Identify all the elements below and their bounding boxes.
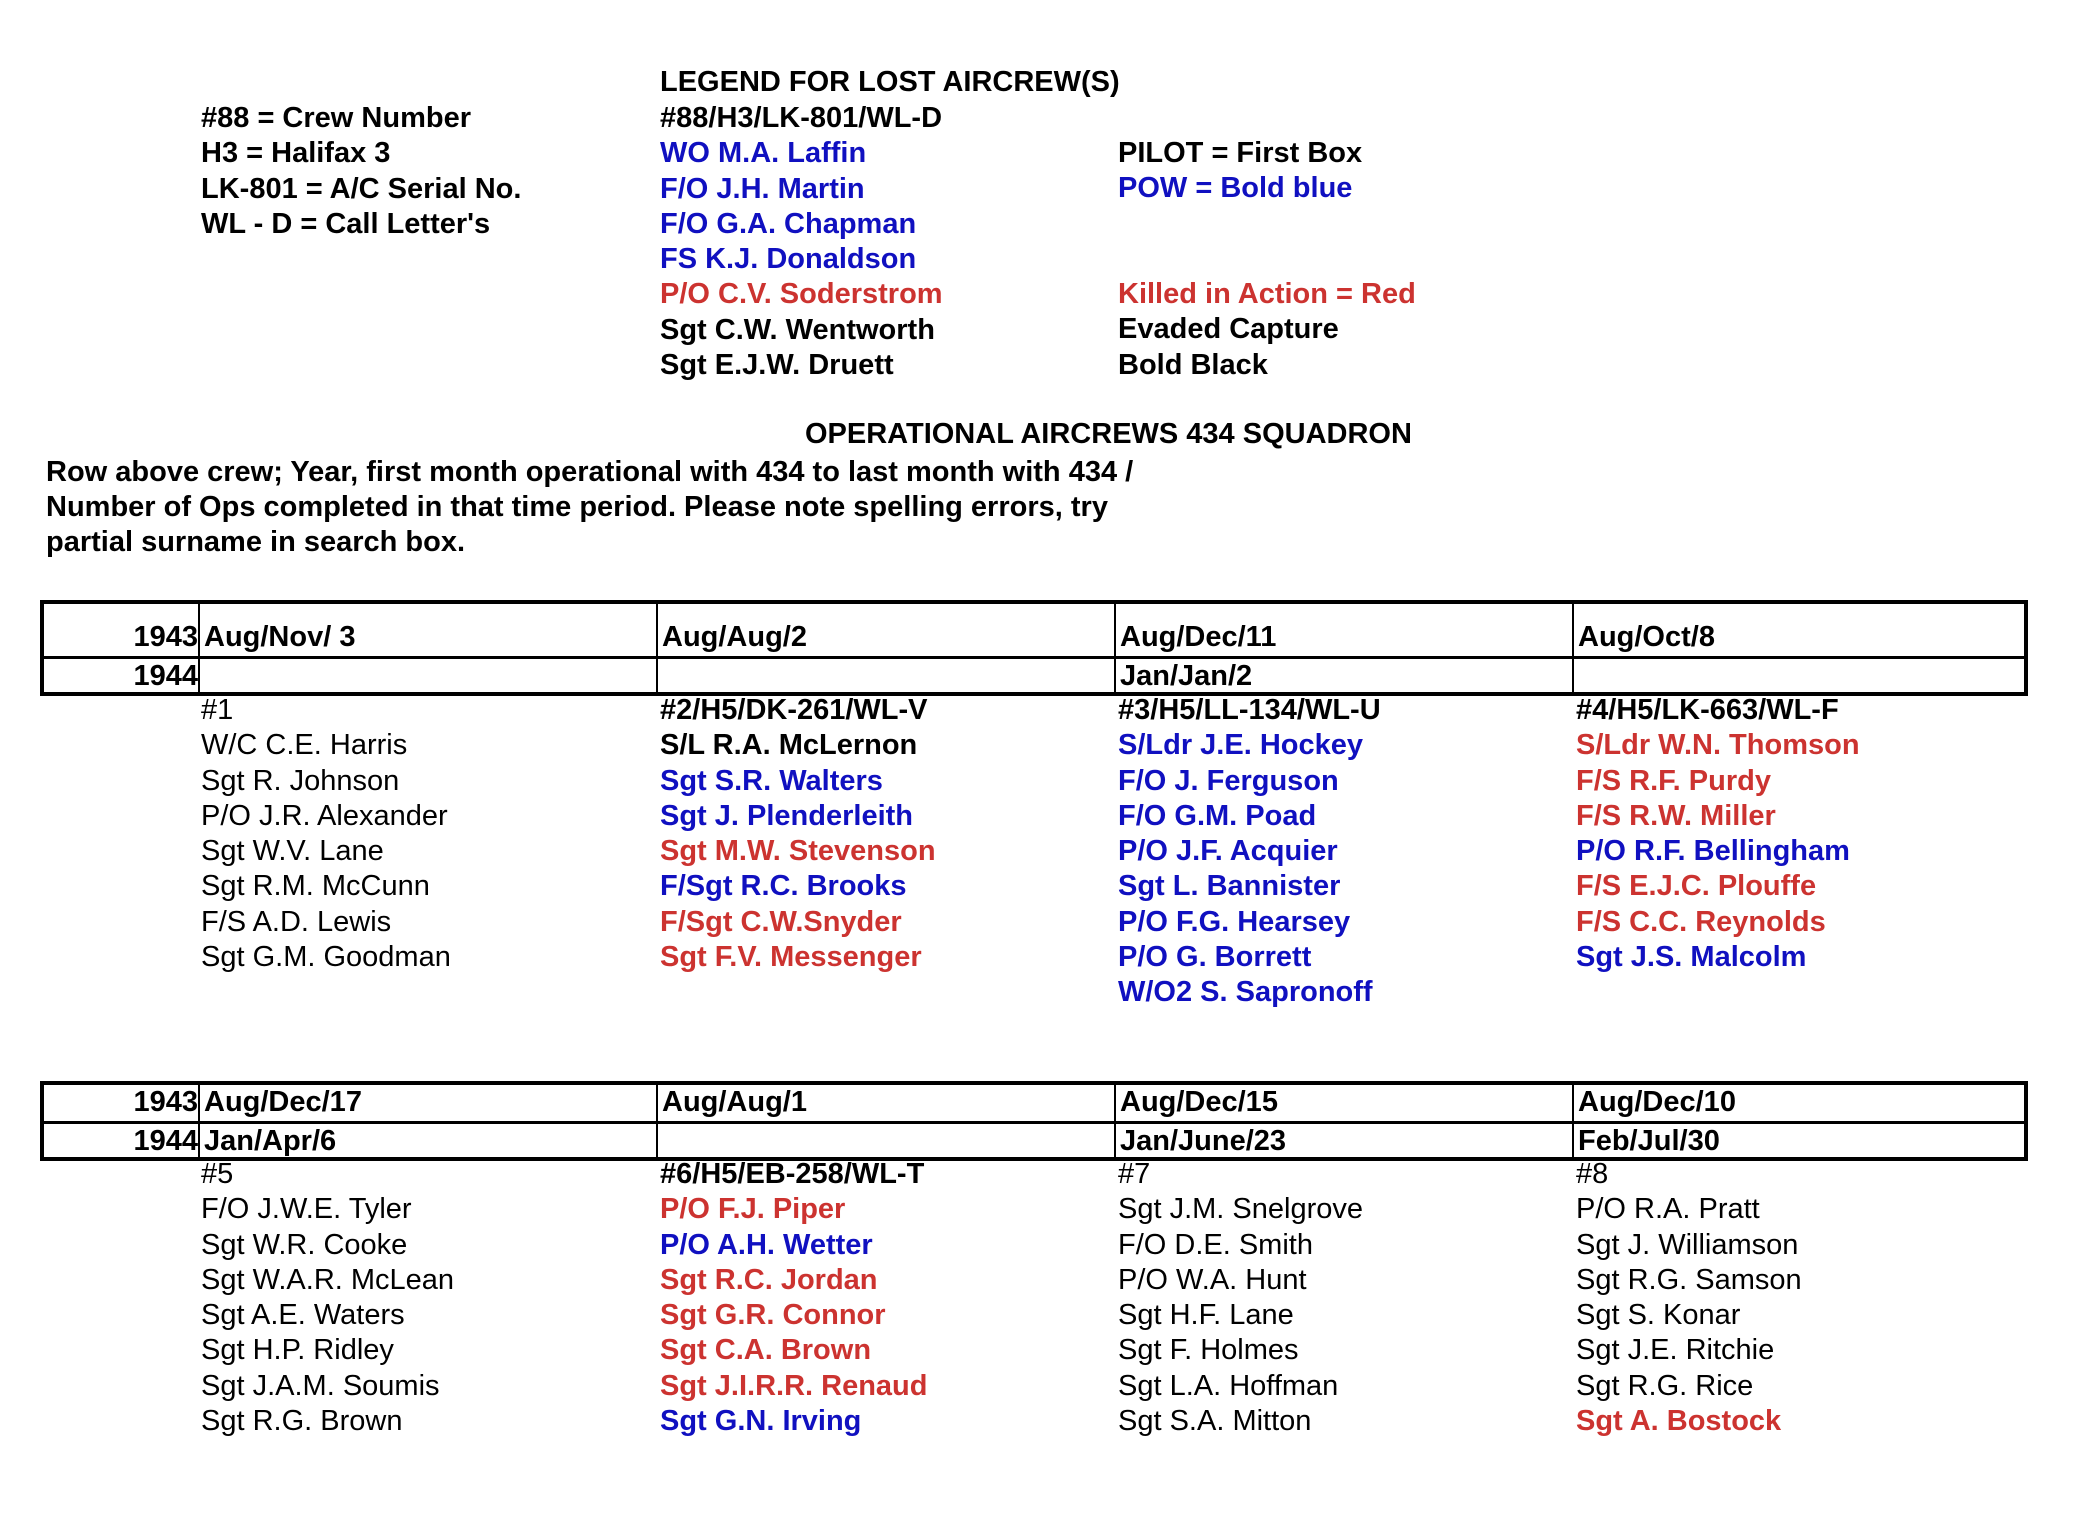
crew-member: Sgt G.N. Irving [660, 1405, 862, 1438]
period-cell: Aug/Dec/10 [1578, 1086, 1736, 1118]
crew-member: Sgt R. Johnson [201, 764, 400, 797]
legend-example-member: FS K.J. Donaldson [660, 243, 917, 276]
legend-notes [1118, 136, 1416, 383]
crew-member: Sgt L.A. Hoffman [1118, 1369, 1339, 1402]
crew-member: Sgt A. Bostock [1576, 1405, 1782, 1438]
period-cell: Aug/Dec/11 [1120, 621, 1277, 653]
header-row [44, 1085, 2024, 1120]
year-cell: 1944 [133, 660, 198, 692]
crew-member: P/O J.F. Acquier [1118, 835, 1338, 868]
crew-member: P/O R.A. Pratt [1576, 1193, 1760, 1226]
crew-member: Sgt J.M. Snelgrove [1118, 1193, 1363, 1226]
crew-list [201, 693, 451, 975]
crew-member: Sgt R.G. Brown [201, 1405, 403, 1438]
header-row [44, 620, 2024, 655]
crew-member: Sgt J. Williamson [1576, 1228, 1799, 1261]
period-cell: Aug/Dec/17 [204, 1086, 362, 1118]
period-cell: Jan/Jan/2 [1120, 660, 1253, 692]
header-row [44, 656, 2024, 694]
crew-member: Sgt R.G. Rice [1576, 1369, 1754, 1402]
legend-keys [201, 101, 521, 242]
crew-member: F/O J. Ferguson [1118, 764, 1339, 797]
legend-example-member: P/O C.V. Soderstrom [660, 278, 943, 311]
legend-pilot-note: PILOT = First Box [1118, 137, 1363, 169]
crew-member: F/S C.C. Reynolds [1576, 905, 1826, 938]
crew-member: F/S A.D. Lewis [201, 905, 392, 938]
period-cell: Aug/Dec/15 [1120, 1086, 1278, 1118]
crew-table-header [40, 600, 2028, 696]
legend-evaded-note: Evaded Capture [1118, 313, 1339, 346]
crew-member: Sgt S.A. Mitton [1118, 1405, 1312, 1438]
legend-key: WL - D = Call Letter's [201, 207, 491, 240]
period-cell: Aug/Nov/ 3 [204, 621, 356, 653]
crew-member: P/O W.A. Hunt [1118, 1263, 1307, 1296]
crew-member: P/O A.H. Wetter [660, 1228, 873, 1261]
period-cell: Aug/Aug/1 [662, 1086, 807, 1118]
legend-example [660, 101, 943, 383]
crew-member: W/O2 S. Sapronoff [1118, 976, 1373, 1009]
period-cell: Aug/Oct/8 [1578, 621, 1715, 653]
crew-member: S/Ldr J.E. Hockey [1118, 729, 1363, 762]
crew-member: Sgt J. Plenderleith [660, 799, 913, 832]
header-row [44, 1121, 2024, 1159]
year-cell: 1943 [133, 1086, 198, 1118]
crew-list [660, 1157, 927, 1439]
crew-member: Sgt H.F. Lane [1118, 1299, 1294, 1332]
crew-id: #4/H5/LK-663/WL-F [1576, 694, 1839, 726]
legend-kia-note: Killed in Action = Red [1118, 278, 1416, 311]
crew-member: Sgt W.R. Cooke [201, 1228, 408, 1261]
legend-evaded-note: Bold Black [1118, 348, 1268, 381]
crew-id: #8 [1576, 1158, 1609, 1190]
legend-example-member: F/O G.A. Chapman [660, 207, 917, 240]
crew-member: S/Ldr W.N. Thomson [1576, 729, 1860, 762]
legend-spacer [1118, 207, 1416, 242]
crew-member: F/Sgt C.W.Snyder [660, 905, 902, 938]
crew-member: P/O F.J. Piper [660, 1193, 846, 1226]
legend-key: H3 = Halifax 3 [201, 137, 391, 170]
crew-member: F/S R.W. Miller [1576, 799, 1776, 832]
period-cell: Jan/June/23 [1120, 1125, 1287, 1157]
crew-list [201, 1157, 454, 1439]
crew-member: F/O G.M. Poad [1118, 799, 1317, 832]
crew-member: F/S R.F. Purdy [1576, 764, 1771, 797]
crew-member: Sgt W.A.R. McLean [201, 1263, 455, 1296]
crew-list [1576, 693, 1860, 975]
crew-table-header [40, 1081, 2028, 1161]
crew-member: P/O R.F. Bellingham [1576, 835, 1850, 868]
crew-list [1118, 693, 1381, 1011]
crew-member: F/S E.J.C. Plouffe [1576, 870, 1817, 903]
year-cell: 1943 [133, 621, 198, 653]
legend-key: #88 = Crew Number [201, 102, 471, 134]
intro-text: Row above crew; Year, first month operational with 434 to last month with 434 / Number of Ops completed in that time period. Please note spelling errors, try partial surname in search box. [46, 456, 1134, 558]
crew-member: Sgt A.E. Waters [201, 1299, 405, 1332]
period-cell: Aug/Aug/2 [662, 621, 807, 653]
crew-member: Sgt J.I.R.R. Renaud [660, 1369, 928, 1402]
legend-title: LEGEND FOR LOST AIRCREW(S) [660, 66, 1120, 98]
crew-member: P/O F.G. Hearsey [1118, 905, 1351, 938]
legend-example-member: Sgt E.J.W. Druett [660, 349, 894, 382]
crew-id: #7 [1118, 1158, 1151, 1190]
legend-key: LK-801 = A/C Serial No. [201, 172, 522, 205]
crew-member: W/C C.E. Harris [201, 729, 408, 762]
crew-member: Sgt J.A.M. Soumis [201, 1369, 440, 1402]
crew-member: Sgt F. Holmes [1118, 1334, 1299, 1367]
crew-member: Sgt J.S. Malcolm [1576, 941, 1807, 974]
crew-member: Sgt S. Konar [1576, 1299, 1741, 1332]
crew-member: Sgt L. Bannister [1118, 870, 1341, 903]
crew-list [1576, 1157, 1802, 1439]
crew-member: Sgt S.R. Walters [660, 764, 883, 797]
period-cell: Feb/Jul/30 [1578, 1125, 1720, 1157]
crew-list [660, 693, 936, 975]
crew-list [1118, 1157, 1363, 1439]
crew-id: #5 [201, 1158, 234, 1190]
crew-member: P/O G. Borrett [1118, 941, 1312, 974]
crew-id: #1 [201, 694, 234, 726]
crew-member: F/Sgt R.C. Brooks [660, 870, 907, 903]
crew-member: Sgt R.C. Jordan [660, 1263, 878, 1296]
crew-member: Sgt C.A. Brown [660, 1334, 872, 1367]
crew-member: Sgt G.M. Goodman [201, 941, 451, 974]
crew-member: Sgt R.M. McCunn [201, 870, 430, 903]
crew-member: Sgt R.G. Samson [1576, 1263, 1802, 1296]
year-cell: 1944 [133, 1125, 198, 1157]
legend-example-member: F/O J.H. Martin [660, 172, 865, 205]
crew-id: #3/H5/LL-134/WL-U [1118, 694, 1381, 726]
crew-member: F/O D.E. Smith [1118, 1228, 1313, 1261]
crew-id: #2/H5/DK-261/WL-V [660, 694, 928, 726]
period-cell: Jan/Apr/6 [204, 1125, 337, 1157]
page-title: OPERATIONAL AIRCREWS 434 SQUADRON [805, 418, 1412, 450]
legend-pow-note: POW = Bold blue [1118, 172, 1353, 205]
crew-member: F/O J.W.E. Tyler [201, 1193, 412, 1226]
crew-id: #6/H5/EB-258/WL-T [660, 1158, 925, 1190]
legend-example-id: #88/H3/LK-801/WL-D [660, 102, 943, 134]
crew-member: Sgt W.V. Lane [201, 835, 384, 868]
legend-spacer [1118, 242, 1416, 277]
legend-example-member: WO M.A. Laffin [660, 137, 867, 170]
crew-member: P/O J.R. Alexander [201, 799, 448, 832]
crew-member: Sgt G.R. Connor [660, 1299, 886, 1332]
crew-member: Sgt M.W. Stevenson [660, 835, 936, 868]
crew-member: Sgt F.V. Messenger [660, 941, 922, 974]
crew-member: S/L R.A. McLernon [660, 729, 918, 762]
legend-example-member: Sgt C.W. Wentworth [660, 313, 935, 346]
crew-member: Sgt J.E. Ritchie [1576, 1334, 1775, 1367]
crew-member: Sgt H.P. Ridley [201, 1334, 394, 1367]
